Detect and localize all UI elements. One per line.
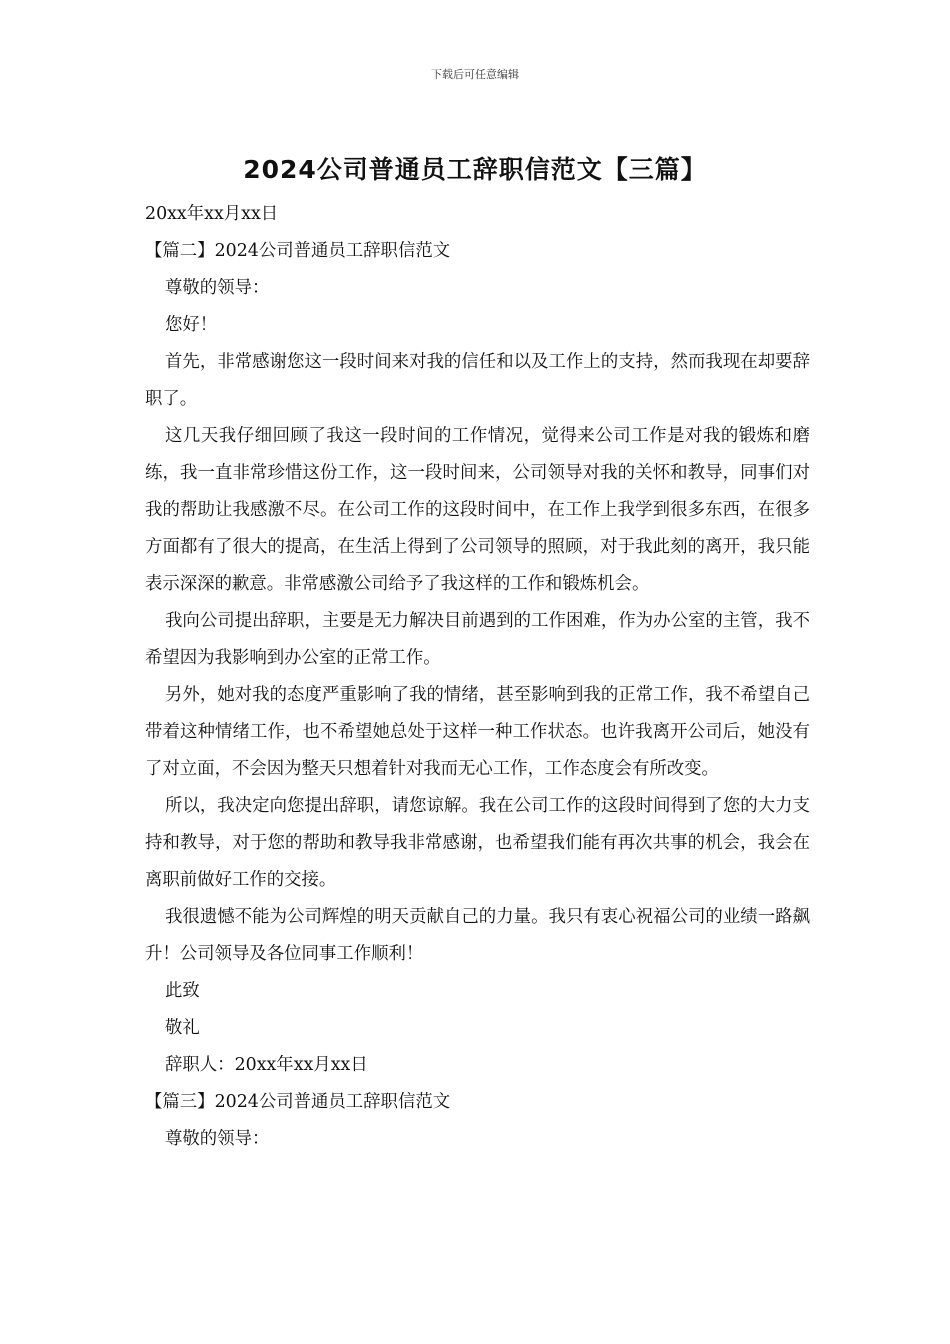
date-line: 20xx年xx月xx日	[145, 204, 279, 224]
paragraph: 所以，我决定向您提出辞职，请您谅解。我在公司工作的这段时间得到了您的大力支持和教导，对于您的帮助和教导我非常感谢，也希望我们能有再次共事的机会，我会在离职前做好工作的交接。	[145, 796, 810, 890]
paragraph: 我很遗憾不能为公司辉煌的明天贡献自己的力量。我只有衷心祝福公司的业绩一路飙升！公司领导及各位同事工作顺利！	[145, 907, 810, 964]
signature-line: 辞职人：20xx年xx月xx日	[165, 1055, 368, 1075]
document-title: 2024公司普通员工辞职信范文【三篇】	[243, 155, 707, 184]
paragraph: 我向公司提出辞职，主要是无力解决目前遇到的工作困难，作为办公室的主管，我不希望因为我影响到办公室的正常工作。	[145, 611, 810, 668]
section3-heading: 【篇三】2024公司普通员工辞职信范文	[145, 1092, 451, 1112]
document-body	[145, 196, 810, 1158]
paragraph: 这几天我仔细回顾了我这一段时间的工作情况，觉得来公司工作是对我的锻炼和磨练，我一直非常珍惜这份工作，这一段时间来，公司领导对我的关怀和教导，同事们对我的帮助让我感激不尽。在公司工作的这段时间中，在工作上我学到很多东西，在很多方面都有了很大的提高，在生活上得到了公司领导的照顾，对于我此刻的离开，我只能表示深深的歉意。非常感激公司给予了我这样的工作和锻炼机会。	[145, 426, 810, 594]
closing-line-2: 敬礼	[165, 1018, 200, 1038]
section3-salutation: 尊敬的领导：	[165, 1129, 270, 1149]
paragraph: 另外，她对我的态度严重影响了我的情绪，甚至影响到我的正常工作，我不希望自己带着这种情绪工作，也不希望她总处于这样一种工作状态。也许我离开公司后，她没有了对立面，不会因为整天只想着针对我而无心工作，工作态度会有所改变。	[145, 685, 810, 779]
section2-heading: 【篇二】2024公司普通员工辞职信范文	[145, 241, 451, 261]
section2-salutation: 尊敬的领导：	[165, 278, 270, 298]
closing-line-1: 此致	[165, 981, 200, 1001]
section2-greeting: 您好！	[165, 315, 218, 335]
paragraph: 首先，非常感谢您这一段时间来对我的信任和以及工作上的支持，然而我现在却要辞职了。	[145, 352, 810, 409]
header-note: 下载后可任意编辑	[431, 68, 519, 81]
